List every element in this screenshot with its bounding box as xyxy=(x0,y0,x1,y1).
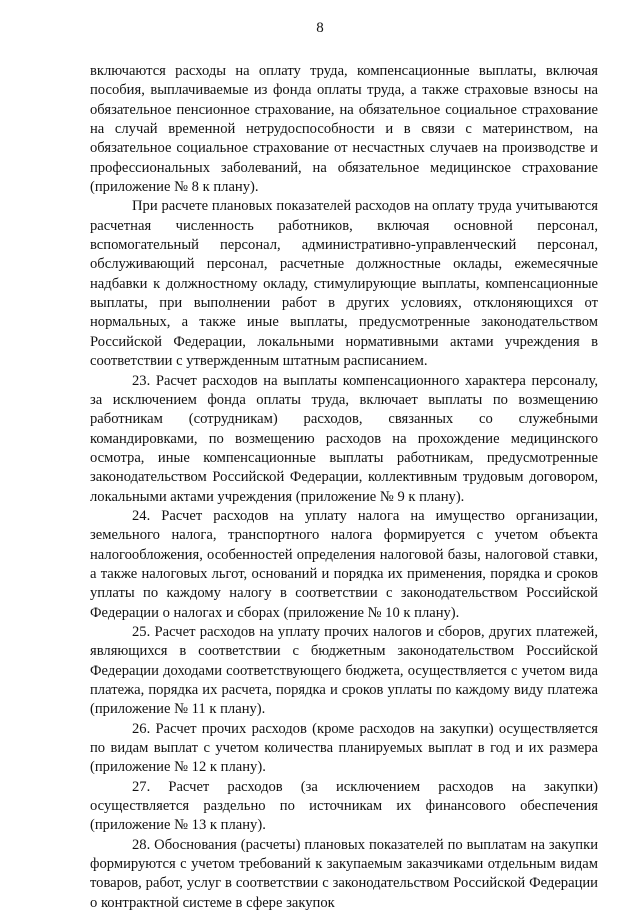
paragraph-item-28: 28. Обоснования (расчеты) плановых показателей по выплатам на закупки формируются с учетом требований к закупаемым заказчиками отдельным видам товаров, работ, услуг в соответствии с законодательством Российской Федерации о контрактной системе в сфере закупок xyxy=(90,836,598,911)
paragraph-item-24: 24. Расчет расходов на уплату налога на имущество организации, земельного налога, транспортного налога формируется с учетом объекта налогообложения, особенностей определения налоговой базы, налоговой ставки, а также налоговых льгот, оснований и порядка их применения, порядка и сроков уплаты по каждому налогу в соответствии с законодательством Российской Федерации о налогах и сборах (приложение № 10 к плану). xyxy=(90,507,598,621)
document-body xyxy=(90,62,598,913)
paragraph-item-23: 23. Расчет расходов на выплаты компенсационного характера персоналу, за исключением фонда оплаты труда, включает выплаты по возмещению работникам (сотрудникам) расходов, связанных со служебными командировками, по возмещению расходов на прохождение медицинского осмотра, иные компенсационные выплаты работникам, предусмотренные законодательством Российской Федерации, коллективным трудовым договором, локальными актами учреждения (приложение № 9 к плану). xyxy=(90,372,598,505)
paragraph-item-27: 27. Расчет расходов (за исключением расходов на закупки) осуществляется раздельно по источникам их финансового обеспечения (приложение № 13 к плану). xyxy=(90,778,598,834)
paragraph-item-25: 25. Расчет расходов на уплату прочих налогов и сборов, других платежей, являющихся в соответствии с бюджетным законодательством Российской Федерации доходами соответствующего бюджета, осуществляется с учетом вида платежа, порядка их расчета, порядка и сроков уплаты по каждому виду платежа (приложение № 11 к плану). xyxy=(90,623,598,718)
page-number: 8 xyxy=(316,20,324,36)
paragraph-continued-insurance: включаются расходы на оплату труда, компенсационные выплаты, включая пособия, выплачиваемые из фонда оплаты труда, а также страховые взносы на обязательное пенсионное страхование, на обязательное социальное страхование на случай временной нетрудоспособности и в связи с материнством, на обязательное социальное страхование от несчастных случаев на производстве и профессиональных заболеваний, на обязательное медицинское страхование (приложение № 8 к плану). xyxy=(90,63,598,196)
paragraph-item-26: 26. Расчет прочих расходов (кроме расходов на закупки) осуществляется по видам выплат с учетом количества планируемых выплат в год и их размера (приложение № 12 к плану). xyxy=(90,720,598,776)
paragraph-wage-calculation: При расчете плановых показателей расходов на оплату труда учитываются расчетная численность работников, включая основной персонал, вспомогательный персонал, административно-управленческий персонал, обслуживающий персонал, расчетные должностные оклады, ежемесячные надбавки к должностному окладу, стимулирующие выплаты, компенсационные выплаты, при выполнении работ в других условиях, отклоняющихся от нормальных, а также иные выплаты, предусмотренные законодательством Российской Федерации, локальными нормативными актами учреждения в соответствии с утвержденным штатным расписанием. xyxy=(90,198,598,370)
